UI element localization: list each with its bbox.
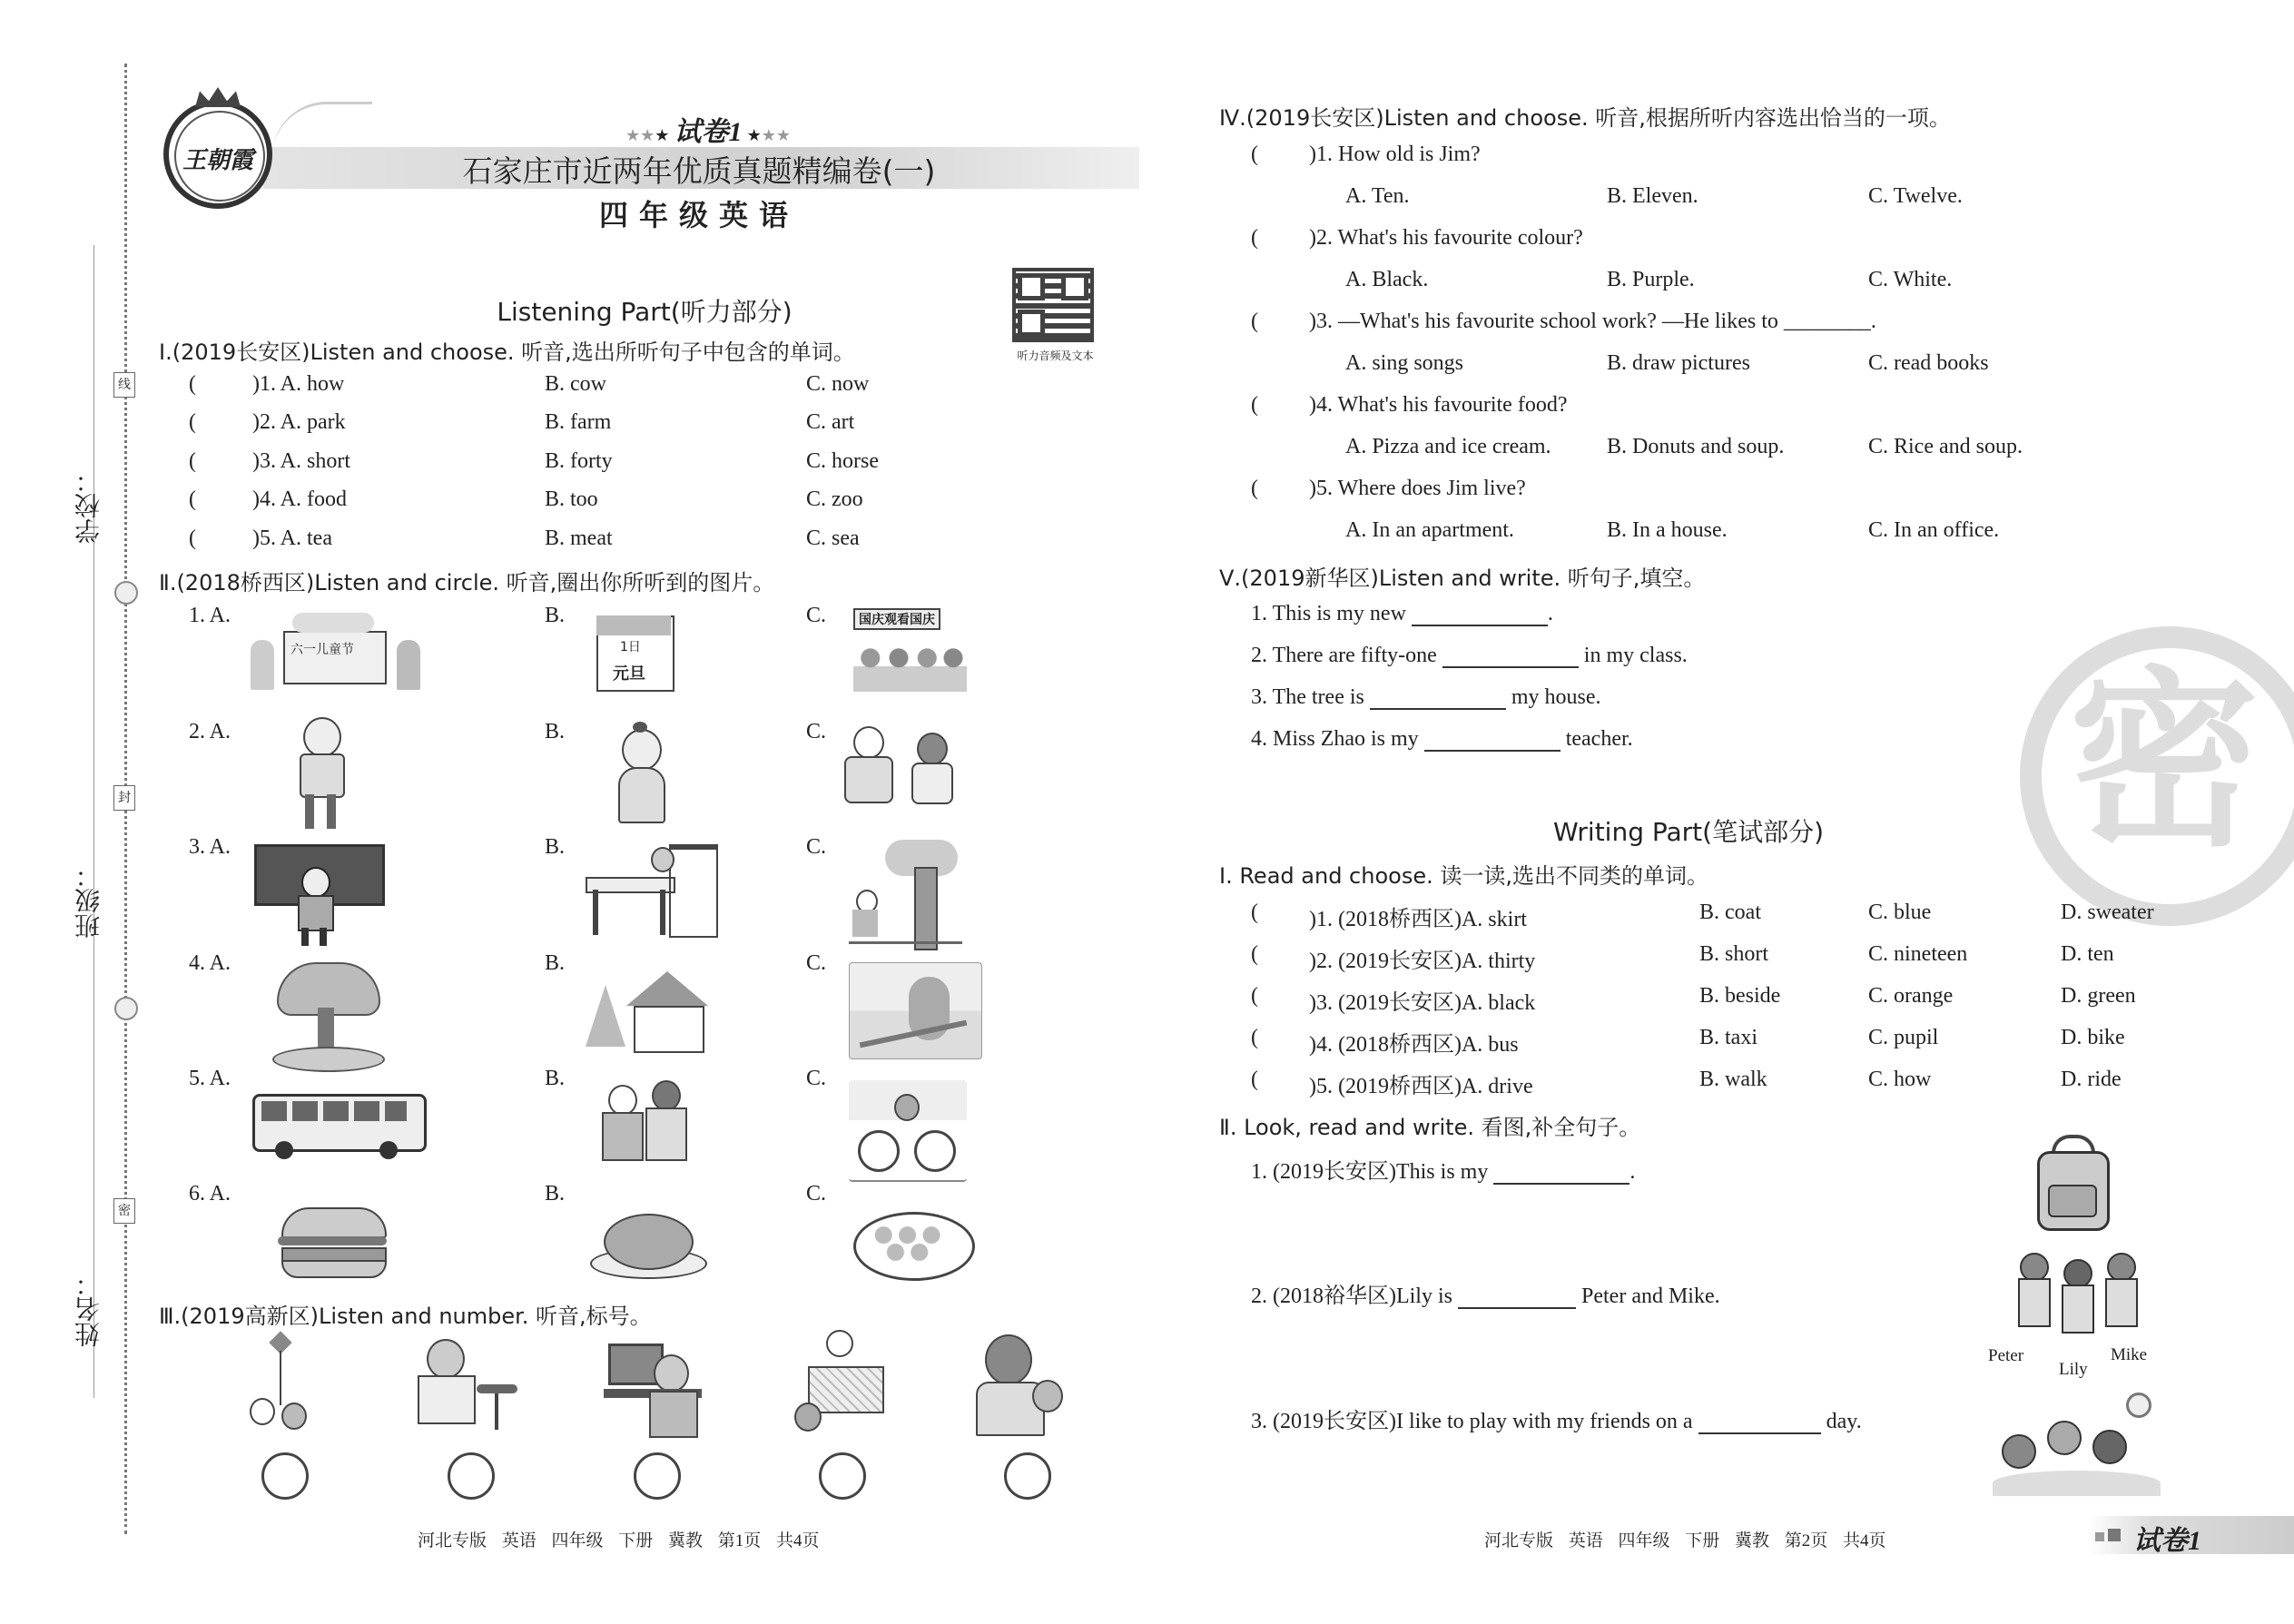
- blank-field[interactable]: [1370, 688, 1506, 710]
- riding-bike-picture[interactable]: [849, 1080, 967, 1182]
- blank-field[interactable]: [1442, 646, 1579, 668]
- calendar-day-text: 1日: [620, 640, 641, 655]
- man-at-table-picture[interactable]: [413, 1334, 522, 1434]
- s4-question: )3. —What's his favourite school work? —He likes to ________.: [1309, 310, 1876, 333]
- answer-circle[interactable]: [448, 1452, 495, 1500]
- seal-box-1: [113, 372, 135, 398]
- new-year-calendar-picture[interactable]: [595, 606, 674, 693]
- w1-paren: (: [1251, 1068, 1258, 1091]
- writing-1-title: Ⅰ. Read and choose. 读一读,选出不同类的单词。: [1219, 863, 1708, 889]
- s2-b-label: B.: [545, 951, 566, 975]
- s1-item-c: C. art: [806, 410, 855, 434]
- s2-b-label: B.: [545, 720, 566, 743]
- s5-sentence: [1251, 685, 1601, 710]
- s1-item-a: )4. A. food: [252, 487, 347, 511]
- walking-kids-picture[interactable]: [588, 1071, 706, 1176]
- section-4-title: Ⅳ.(2019长安区)Listen and choose. 听音,根据所听内容选出恰当的一项。: [1219, 105, 1951, 131]
- s4-paren: (: [1251, 393, 1258, 417]
- s5-post: my house.: [1511, 685, 1601, 709]
- s1-item: (: [189, 487, 196, 511]
- blank-field[interactable]: [1698, 1412, 1821, 1434]
- name-label-lily: Lily: [2059, 1360, 2088, 1379]
- w1-option-c: C. orange: [1868, 984, 1954, 1008]
- national-day-text: 国庆观看国庆: [853, 608, 940, 630]
- logo-text: 王朝霞: [182, 147, 253, 173]
- s1-item: (: [189, 527, 196, 550]
- three-kids-picture[interactable]: [2011, 1248, 2174, 1357]
- series-label: ★★★ 试卷1 ★★★: [625, 117, 792, 147]
- w1-question: )5. (2019桥西区)A. drive: [1309, 1075, 1533, 1098]
- s2-row-label: 2. A.: [189, 720, 231, 743]
- boy-picture[interactable]: [289, 717, 352, 831]
- w2-sentence: [1251, 1403, 1862, 1434]
- name-label: 姓名：: [74, 1271, 103, 1347]
- s2-row-label: 1. A.: [189, 604, 231, 627]
- s2-c-label: C.: [806, 951, 827, 975]
- s5-pre: 4. Miss Zhao is my: [1251, 727, 1419, 751]
- snowy-house-picture[interactable]: [581, 962, 717, 1053]
- man-and-girl-picture[interactable]: [844, 722, 967, 803]
- seal-char-3: 密: [118, 1204, 131, 1218]
- school-label: 学校：: [74, 468, 103, 544]
- logo-emblem: [163, 100, 272, 209]
- w1-question: )3. (2019长安区)A. black: [1309, 991, 1536, 1015]
- s4-question: )2. What's his favourite colour?: [1309, 226, 1583, 250]
- watermark-seal-char: 密: [2069, 650, 2260, 872]
- answer-circle[interactable]: [819, 1452, 866, 1500]
- s4-question: )4. What's his favourite food?: [1309, 393, 1568, 417]
- s4-option-c: C. Rice and soup.: [1868, 435, 2023, 458]
- w1-paren: (: [1251, 984, 1258, 1008]
- answer-circle[interactable]: [1004, 1452, 1051, 1500]
- s2-c-label: C.: [806, 1067, 827, 1090]
- w1-question: )1. (2018桥西区)A. skirt: [1309, 908, 1527, 931]
- writing-heading: Writing Part(笔试部分): [1552, 817, 1825, 847]
- exam-title: 石家庄市近两年优质真题精编卷(一): [462, 153, 936, 189]
- name-label-mike: Mike: [2111, 1345, 2148, 1364]
- s2-c-label: C.: [806, 604, 827, 627]
- s2-row-label: 6. A.: [189, 1182, 231, 1206]
- section-1-title: Ⅰ.(2019长安区)Listen and choose. 听音,选出所听句子中包含的单词。: [159, 340, 855, 365]
- s1-item-a: )3. A. short: [252, 449, 350, 473]
- w2-pre: 2. (2018裕华区)Lily is: [1251, 1284, 1452, 1308]
- w2-sentence: [1251, 1153, 1635, 1185]
- ribbon-decoration: [272, 102, 372, 213]
- w1-option-d: D. ten: [2061, 942, 2114, 966]
- w1-option-b: B. taxi: [1699, 1026, 1757, 1049]
- s4-paren: (: [1251, 477, 1258, 500]
- seal-char-1: 线: [118, 378, 131, 392]
- answer-circle[interactable]: [634, 1452, 681, 1500]
- blank-field[interactable]: [1458, 1287, 1576, 1309]
- class-label: 班级：: [74, 862, 103, 939]
- sunny-day-kids-picture[interactable]: [1993, 1389, 2165, 1498]
- w1-question: )4. (2018桥西区)A. bus: [1309, 1033, 1519, 1057]
- exam-badge-text: 试卷1: [2133, 1526, 2201, 1556]
- seal-char-2: 封: [118, 791, 131, 805]
- s4-option-c: C. read books: [1868, 351, 1989, 375]
- s4-option-a: A. sing songs: [1345, 351, 1464, 375]
- s4-option-b: B. Purple.: [1607, 268, 1695, 291]
- w1-option-d: D. green: [2061, 984, 2136, 1008]
- s4-paren: (: [1251, 226, 1258, 250]
- w1-question: )2. (2019长安区)A. thirty: [1309, 950, 1536, 973]
- qr-caption: 听力音频及文本: [1017, 349, 1094, 362]
- w2-post: Peter and Mike.: [1581, 1284, 1720, 1308]
- s2-b-label: B.: [545, 1067, 566, 1090]
- s2-b-label: B.: [545, 835, 566, 859]
- s4-question: )5. Where does Jim live?: [1309, 477, 1526, 500]
- s1-item-c: C. now: [806, 372, 870, 396]
- watermark-seal: [2020, 626, 2294, 926]
- s1-item-c: C. horse: [806, 449, 879, 473]
- punch-hole-icon: [114, 997, 138, 1020]
- s4-option-b: B. Donuts and soup.: [1607, 435, 1785, 458]
- s5-sentence: [1251, 602, 1553, 626]
- name-label-peter: Peter: [1988, 1346, 2024, 1365]
- s1-item: (: [189, 372, 196, 396]
- logo-crown-icon: [195, 87, 241, 107]
- s5-pre: 3. The tree is: [1251, 685, 1364, 709]
- listening-heading: Listening Part(听力部分): [497, 297, 793, 327]
- w1-paren: (: [1251, 901, 1258, 924]
- w1-paren: (: [1251, 942, 1258, 966]
- s4-paren: (: [1251, 310, 1258, 333]
- s5-sentence: [1251, 644, 1688, 668]
- blank-field[interactable]: [1424, 730, 1561, 752]
- s4-paren: (: [1251, 143, 1258, 166]
- s5-post: teacher.: [1565, 727, 1633, 751]
- national-day-picture[interactable]: [849, 606, 971, 695]
- section-5-title: Ⅴ.(2019新华区)Listen and write. 听句子,填空。: [1219, 566, 1706, 591]
- s4-option-a: A. Ten.: [1345, 184, 1410, 208]
- s1-item-b: B. meat: [545, 527, 613, 550]
- s2-c-label: C.: [806, 720, 827, 743]
- girl-picture[interactable]: [613, 722, 667, 822]
- s5-post: in my class.: [1583, 644, 1688, 667]
- s4-option-c: C. White.: [1868, 268, 1953, 291]
- s2-c-label: C.: [806, 835, 827, 859]
- drawing-kid-picture[interactable]: [790, 1330, 894, 1434]
- computer-picture[interactable]: [604, 1334, 704, 1439]
- blank-field[interactable]: [1493, 1163, 1629, 1185]
- s2-c-label: C.: [806, 1182, 827, 1206]
- w1-option-d: D. sweater: [2061, 901, 2154, 924]
- bus-picture[interactable]: [252, 1094, 425, 1162]
- exam-badge: [2088, 1516, 2294, 1554]
- childrens-day-picture[interactable]: [247, 613, 424, 696]
- series-text: 试卷1: [674, 117, 743, 147]
- s1-item-b: B. forty: [545, 449, 613, 473]
- w1-option-c: C. pupil: [1868, 1026, 1939, 1049]
- s5-sentence: [1251, 727, 1633, 752]
- s5-pre: 2. There are fifty-one: [1251, 644, 1437, 667]
- calendar-text: 元旦: [613, 664, 645, 684]
- w1-option-c: C. nineteen: [1868, 942, 1968, 966]
- hamburger-picture[interactable]: [281, 1207, 386, 1275]
- section-2-title: Ⅱ.(2018桥西区)Listen and circle. 听音,圈出你所听到的图片。: [159, 570, 775, 595]
- dumplings-picture[interactable]: [853, 1207, 971, 1280]
- s4-question: )1. How old is Jim?: [1309, 143, 1481, 166]
- w2-pre: 1. (2019长安区)This is my: [1251, 1160, 1489, 1184]
- s1-item-a: )1. A. how: [252, 372, 345, 396]
- w1-option-b: B. beside: [1699, 984, 1781, 1008]
- childrens-day-text: 六一儿童节: [290, 643, 354, 657]
- s1-item: (: [189, 410, 196, 434]
- s5-pre: 1. This is my new: [1251, 602, 1406, 625]
- roast-chicken-picture[interactable]: [590, 1203, 704, 1280]
- footer-left: 河北专版 英语 四年级 下册 冀教 第1页 共4页: [418, 1531, 820, 1550]
- w1-option-d: D. ride: [2061, 1068, 2122, 1091]
- w2-post: day.: [1826, 1410, 1862, 1433]
- w1-option-c: C. blue: [1868, 901, 1932, 924]
- s1-item-b: B. cow: [545, 372, 606, 396]
- autumn-scene-picture[interactable]: [849, 962, 982, 1059]
- spring-tree-picture[interactable]: [268, 958, 386, 1071]
- s4-option-b: B. draw pictures: [1607, 351, 1750, 375]
- s1-item: (: [189, 449, 196, 473]
- s4-option-a: A. Black.: [1345, 268, 1429, 291]
- s4-option-c: C. In an office.: [1868, 518, 2000, 542]
- s2-b-label: B.: [545, 1182, 566, 1206]
- w1-option-c: C. how: [1868, 1068, 1932, 1091]
- section-3-title: Ⅲ.(2019高新区)Listen and number. 听音,标号。: [159, 1304, 652, 1329]
- w2-sentence: [1251, 1277, 1720, 1309]
- punch-hole-icon: [114, 581, 138, 605]
- w1-option-b: B. walk: [1699, 1068, 1767, 1091]
- s5-post: .: [1547, 602, 1553, 625]
- w2-post: .: [1629, 1160, 1636, 1184]
- w1-paren: (: [1251, 1026, 1258, 1049]
- s1-item-b: B. farm: [545, 410, 612, 434]
- seal-box-2: [113, 785, 135, 811]
- s1-item-b: B. too: [545, 487, 598, 511]
- w1-option-b: B. short: [1699, 942, 1769, 966]
- teacher-at-blackboard-picture[interactable]: [254, 844, 381, 946]
- writing-2-title: Ⅱ. Look, read and write. 看图,补全句子。: [1219, 1115, 1641, 1140]
- s4-option-a: A. Pizza and ice cream.: [1345, 435, 1551, 458]
- s2-row-label: 5. A.: [189, 1067, 231, 1090]
- blank-field[interactable]: [1412, 605, 1548, 626]
- s2-row-label: 4. A.: [189, 951, 231, 975]
- mother-and-child-picture[interactable]: [976, 1334, 1067, 1434]
- s2-b-label: B.: [545, 604, 566, 627]
- tree-picture[interactable]: [849, 840, 962, 949]
- s1-item-a: )2. A. park: [252, 410, 346, 434]
- s4-option-a: A. In an apartment.: [1345, 518, 1514, 542]
- s4-option-c: C. Twelve.: [1868, 184, 1963, 208]
- w1-option-d: D. bike: [2061, 1026, 2125, 1049]
- s1-item-a: )5. A. tea: [252, 527, 332, 550]
- flying-kite-picture[interactable]: [231, 1334, 331, 1439]
- seal-box-3: [113, 1198, 135, 1224]
- s2-row-label: 3. A.: [189, 835, 231, 859]
- schoolbag-picture[interactable]: [2033, 1135, 2111, 1230]
- answer-circle[interactable]: [261, 1452, 309, 1500]
- exam-subtitle: 四年级英语: [598, 198, 799, 232]
- s4-option-b: B. In a house.: [1607, 518, 1728, 542]
- w2-pre: 3. (2019长安区)I like to play with my friends on a: [1251, 1410, 1693, 1433]
- desk-and-chair-picture[interactable]: [586, 842, 722, 938]
- s1-item-c: C. zoo: [806, 487, 863, 511]
- s1-item-c: C. sea: [806, 527, 860, 550]
- footer-right: 河北专版 英语 四年级 下册 冀教 第2页 共4页: [1484, 1531, 1886, 1550]
- s4-option-b: B. Eleven.: [1607, 184, 1698, 208]
- qr-code[interactable]: [1012, 268, 1094, 342]
- w1-option-b: B. coat: [1699, 901, 1761, 924]
